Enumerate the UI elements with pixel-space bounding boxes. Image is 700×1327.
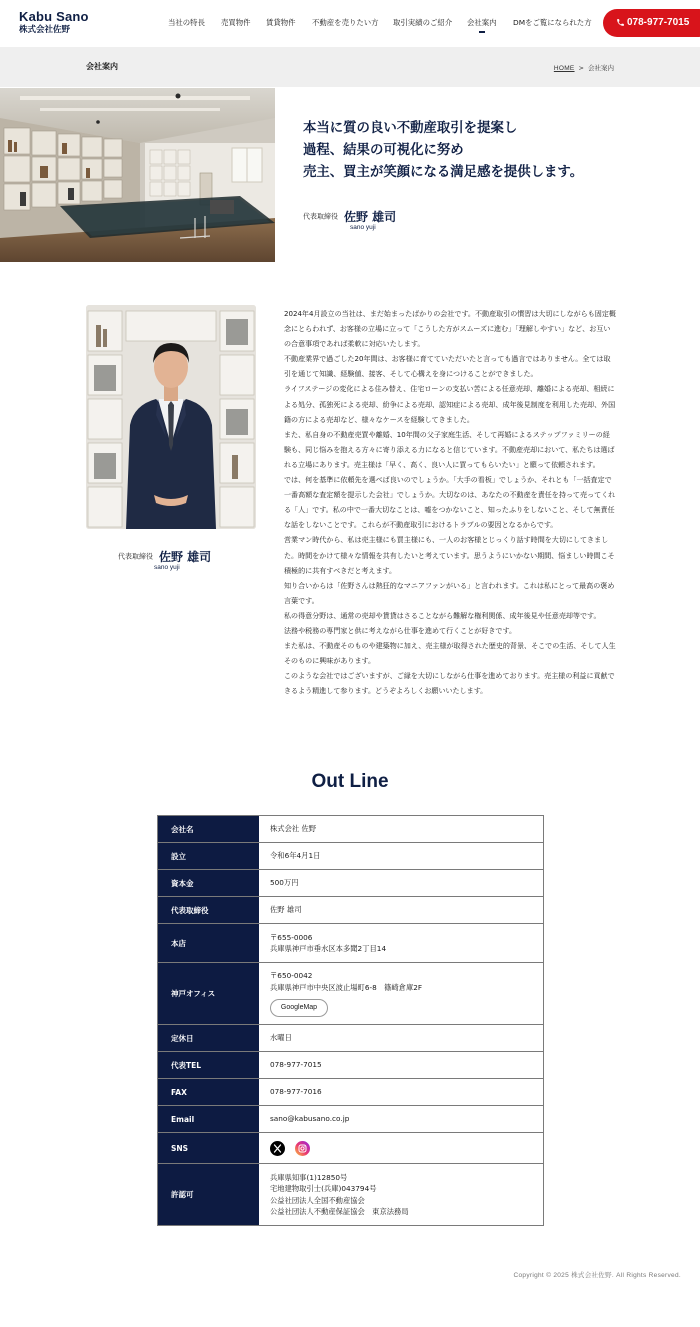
googlemap-button[interactable]: GoogleMap: [270, 999, 328, 1017]
catchcopy-line: 売主、買主が笑顔になる満足感を提供します。: [303, 165, 584, 180]
row-label: 本店: [158, 924, 259, 962]
table-row: [158, 924, 543, 963]
value-line[interactable]: 078-977-7015: [270, 1060, 322, 1070]
row-value: [259, 1052, 543, 1078]
message-paragraph: 不動産業界で過ごした20年間は、お客様に育てていただいたと言っても過言ではありません。全ては取引を通じて知識、経験値、接客、そして心構えを身につけることができました。: [284, 354, 611, 379]
row-value: [259, 870, 543, 896]
company-outline-table: [157, 815, 544, 1226]
message-paragraph: 2024年4月設立の当社は、まだ始まったばかりの会社です。不動産取引の慣習は大切にしながらも固定概念にとらわれず、お客様の立場に立って「こうした方がスムーズに進む」「理解しやすい」など、お互いの合意事項であれば柔軟に対応いたします。: [284, 309, 616, 349]
tel-button[interactable]: [603, 9, 700, 37]
signature-name: 佐野 雄司: [344, 210, 397, 224]
office-photo: [0, 88, 275, 262]
nav-company[interactable]: 会社案内: [467, 18, 497, 27]
row-value: [259, 843, 543, 869]
hero-catchcopy: [303, 118, 583, 184]
profile-roman: sano yuji: [154, 564, 180, 571]
phone-icon: [616, 18, 625, 27]
message-paragraph: ライフステージの変化による住み替え、住宅ローンの支払い苦による任意売却、離婚による売却、相続による処分、孤独死による売却、紛争による売却、認知症による売却、成年後見制度を利用した売却、外国籍の方による売却など、様々なケースを経験してきました。: [284, 384, 616, 424]
breadcrumb-home[interactable]: HOME: [553, 65, 575, 72]
message-paragraph: 知り合いからは「佐野さんは熱狂的なマニアファンがいる」と言われます。これは私にとって最高の褒め言葉です。: [284, 580, 615, 605]
value-line: 兵庫県神戸市垂水区本多聞2丁目14: [270, 944, 387, 953]
table-row: [158, 1133, 543, 1164]
table-row: [158, 816, 543, 843]
message-paragraph: 私の得意分野は、通常の売却や賃貸はさることながら難解な権利関係、成年後見や任意売却等です。: [284, 610, 601, 620]
value-line: 公益社団法人不動産保証協会 東京法務局: [270, 1207, 409, 1216]
row-label: FAX: [158, 1079, 259, 1105]
table-row: [158, 1106, 543, 1133]
row-label: 代表取締役: [158, 897, 259, 923]
table-row: [158, 1079, 543, 1106]
row-label: 会社名: [158, 816, 259, 842]
value-line: 株式会社 佐野: [270, 824, 317, 834]
row-value: [259, 816, 543, 842]
row-value: [259, 1106, 543, 1132]
value-line: 兵庫県知事(1)12850号: [270, 1172, 348, 1182]
row-label: 設立: [158, 843, 259, 869]
breadcrumb-separator: >: [578, 64, 584, 72]
logo-japanese: 株式会社佐野: [19, 25, 71, 35]
sns-links: [270, 1141, 543, 1156]
value-line: 水曜日: [270, 1033, 292, 1043]
message-paragraph: 法務や税務の専門家と供に考えながら仕事を進めて行くことが好きです。: [284, 625, 516, 635]
message-paragraph: このような会社ではございますが、ご縁を大切にしながら仕事を進めております。売主様の利益に貢献できるよう精進して参ります。どうぞよろしくお願いいたします。: [284, 671, 615, 696]
instagram-icon[interactable]: [295, 1141, 310, 1156]
table-row: [158, 1052, 543, 1079]
nav-sellers[interactable]: 不動産を売りたい方: [312, 18, 379, 27]
row-label: 定休日: [158, 1025, 259, 1051]
table-row: [158, 843, 543, 870]
value-line: 500万円: [270, 878, 299, 888]
table-row: [158, 870, 543, 897]
row-value: [259, 897, 543, 923]
value-line: 〒655-0006: [270, 932, 313, 942]
catchcopy-line: 本当に質の良い不動産取引を提案し: [303, 121, 518, 136]
row-label: 資本金: [158, 870, 259, 896]
outline-heading: Out Line: [311, 771, 389, 792]
row-value: [259, 1079, 543, 1105]
row-label: 神戸オフィス: [158, 963, 259, 1024]
copyright: Copyright © 2025 株式会社佐野. All Rights Reserved.: [513, 1272, 681, 1279]
value-line: 〒650-0042: [270, 971, 313, 980]
page-title-bar: [0, 47, 700, 87]
value-line: 兵庫県神戸市中央区波止場町6-8 篠崎倉庫2F: [270, 982, 423, 992]
value-line: 078-977-7016: [270, 1087, 322, 1097]
value-line: 公益社団法人全国不動産協会: [270, 1195, 365, 1205]
message-paragraph: また、私自身の不動産売買や離婚、10年間の父子家庭生活、そして再婚によるステップファミリーの経験も、同じ悩みを抱える方々に寄り添える力になると信じています。不動産売却において、私たちは選ばれる立場にあります。売主様は「早く、高く、良い人に買ってもらいたい」と願って依頼されます。: [284, 429, 615, 469]
row-label: Email: [158, 1106, 259, 1132]
row-value: [259, 1133, 543, 1163]
row-value: [259, 963, 543, 1024]
profile-name: 佐野 雄司: [159, 550, 212, 564]
value-line: 宅地建物取引士(兵庫)043794号: [270, 1184, 377, 1193]
breadcrumb: [554, 63, 614, 72]
signature-role: 代表取締役: [303, 212, 338, 221]
breadcrumb-current: 会社案内: [588, 64, 614, 72]
value-line: 佐野 雄司: [270, 905, 302, 915]
row-value: [259, 1025, 543, 1051]
table-row: [158, 963, 543, 1025]
nav-dm-visitors[interactable]: DMをご覧になられた方: [513, 18, 592, 27]
nav-sale-properties[interactable]: 売買物件: [221, 18, 251, 27]
table-row: [158, 1025, 543, 1052]
row-label: SNS: [158, 1133, 259, 1163]
profile-role: 代表取締役: [118, 552, 153, 561]
nav-features[interactable]: 当社の特長: [168, 18, 205, 27]
site-header: [0, 0, 700, 47]
logo-english: Kabu Sano: [19, 9, 89, 24]
page-title: 会社案内: [86, 62, 118, 71]
tel-number: 078-977-7015: [627, 17, 690, 28]
row-label: 代表TEL: [158, 1052, 259, 1078]
row-value: [259, 924, 543, 962]
table-row: [158, 897, 543, 924]
hero-signature: [303, 206, 396, 225]
value-line[interactable]: sano@kabusano.co.jp: [270, 1114, 350, 1124]
signature-roman: sano yuji: [350, 224, 376, 231]
message-paragraph: では、何を基準に依頼先を選べば良いのでしょうか。「大手の看板」でしょうか、それとも「一括査定で一番高額な査定額を提示した会社」でしょうか。大切なのは、あなたの不動産を責任を持って売ってくれる「人」です。私の中で一番大切なことは、嘘をつかないこと、知ったふりをしないこと、そして無責任な話をしないことです。これらが不動産取引におけるトラブルの要因となるからです。: [284, 475, 616, 530]
table-row: [158, 1164, 543, 1226]
profile-signature: [118, 546, 211, 565]
value-line: 令和6年4月1日: [270, 851, 321, 861]
row-value: [259, 1164, 543, 1225]
nav-rental-properties[interactable]: 賃貸物件: [266, 18, 296, 27]
row-label: 許認可: [158, 1164, 259, 1225]
nav-track-record[interactable]: 取引実績のご紹介: [393, 18, 453, 27]
message-paragraph: 営業マン時代から、私は売主様にも買主様にも、一人のお客様とじっくり話す時間を大切にしてきました。時間をかけて様々な情報を共有したいと考えています。思うようにいかない期間、悩ましい時間こそ積極的に共有すべきだと考えます。: [284, 535, 615, 575]
site-logo[interactable]: [19, 10, 89, 36]
x-icon[interactable]: [270, 1141, 285, 1156]
ceo-message: [284, 306, 616, 698]
catchcopy-line: 過程、結果の可視化に努め: [303, 143, 464, 158]
message-paragraph: また私は、不動産そのものや建築物に加え、売主様が取得された歴史的背景、そこでの生活、そして人生そのものに興味があります。: [284, 641, 616, 666]
ceo-portrait: [86, 305, 256, 529]
